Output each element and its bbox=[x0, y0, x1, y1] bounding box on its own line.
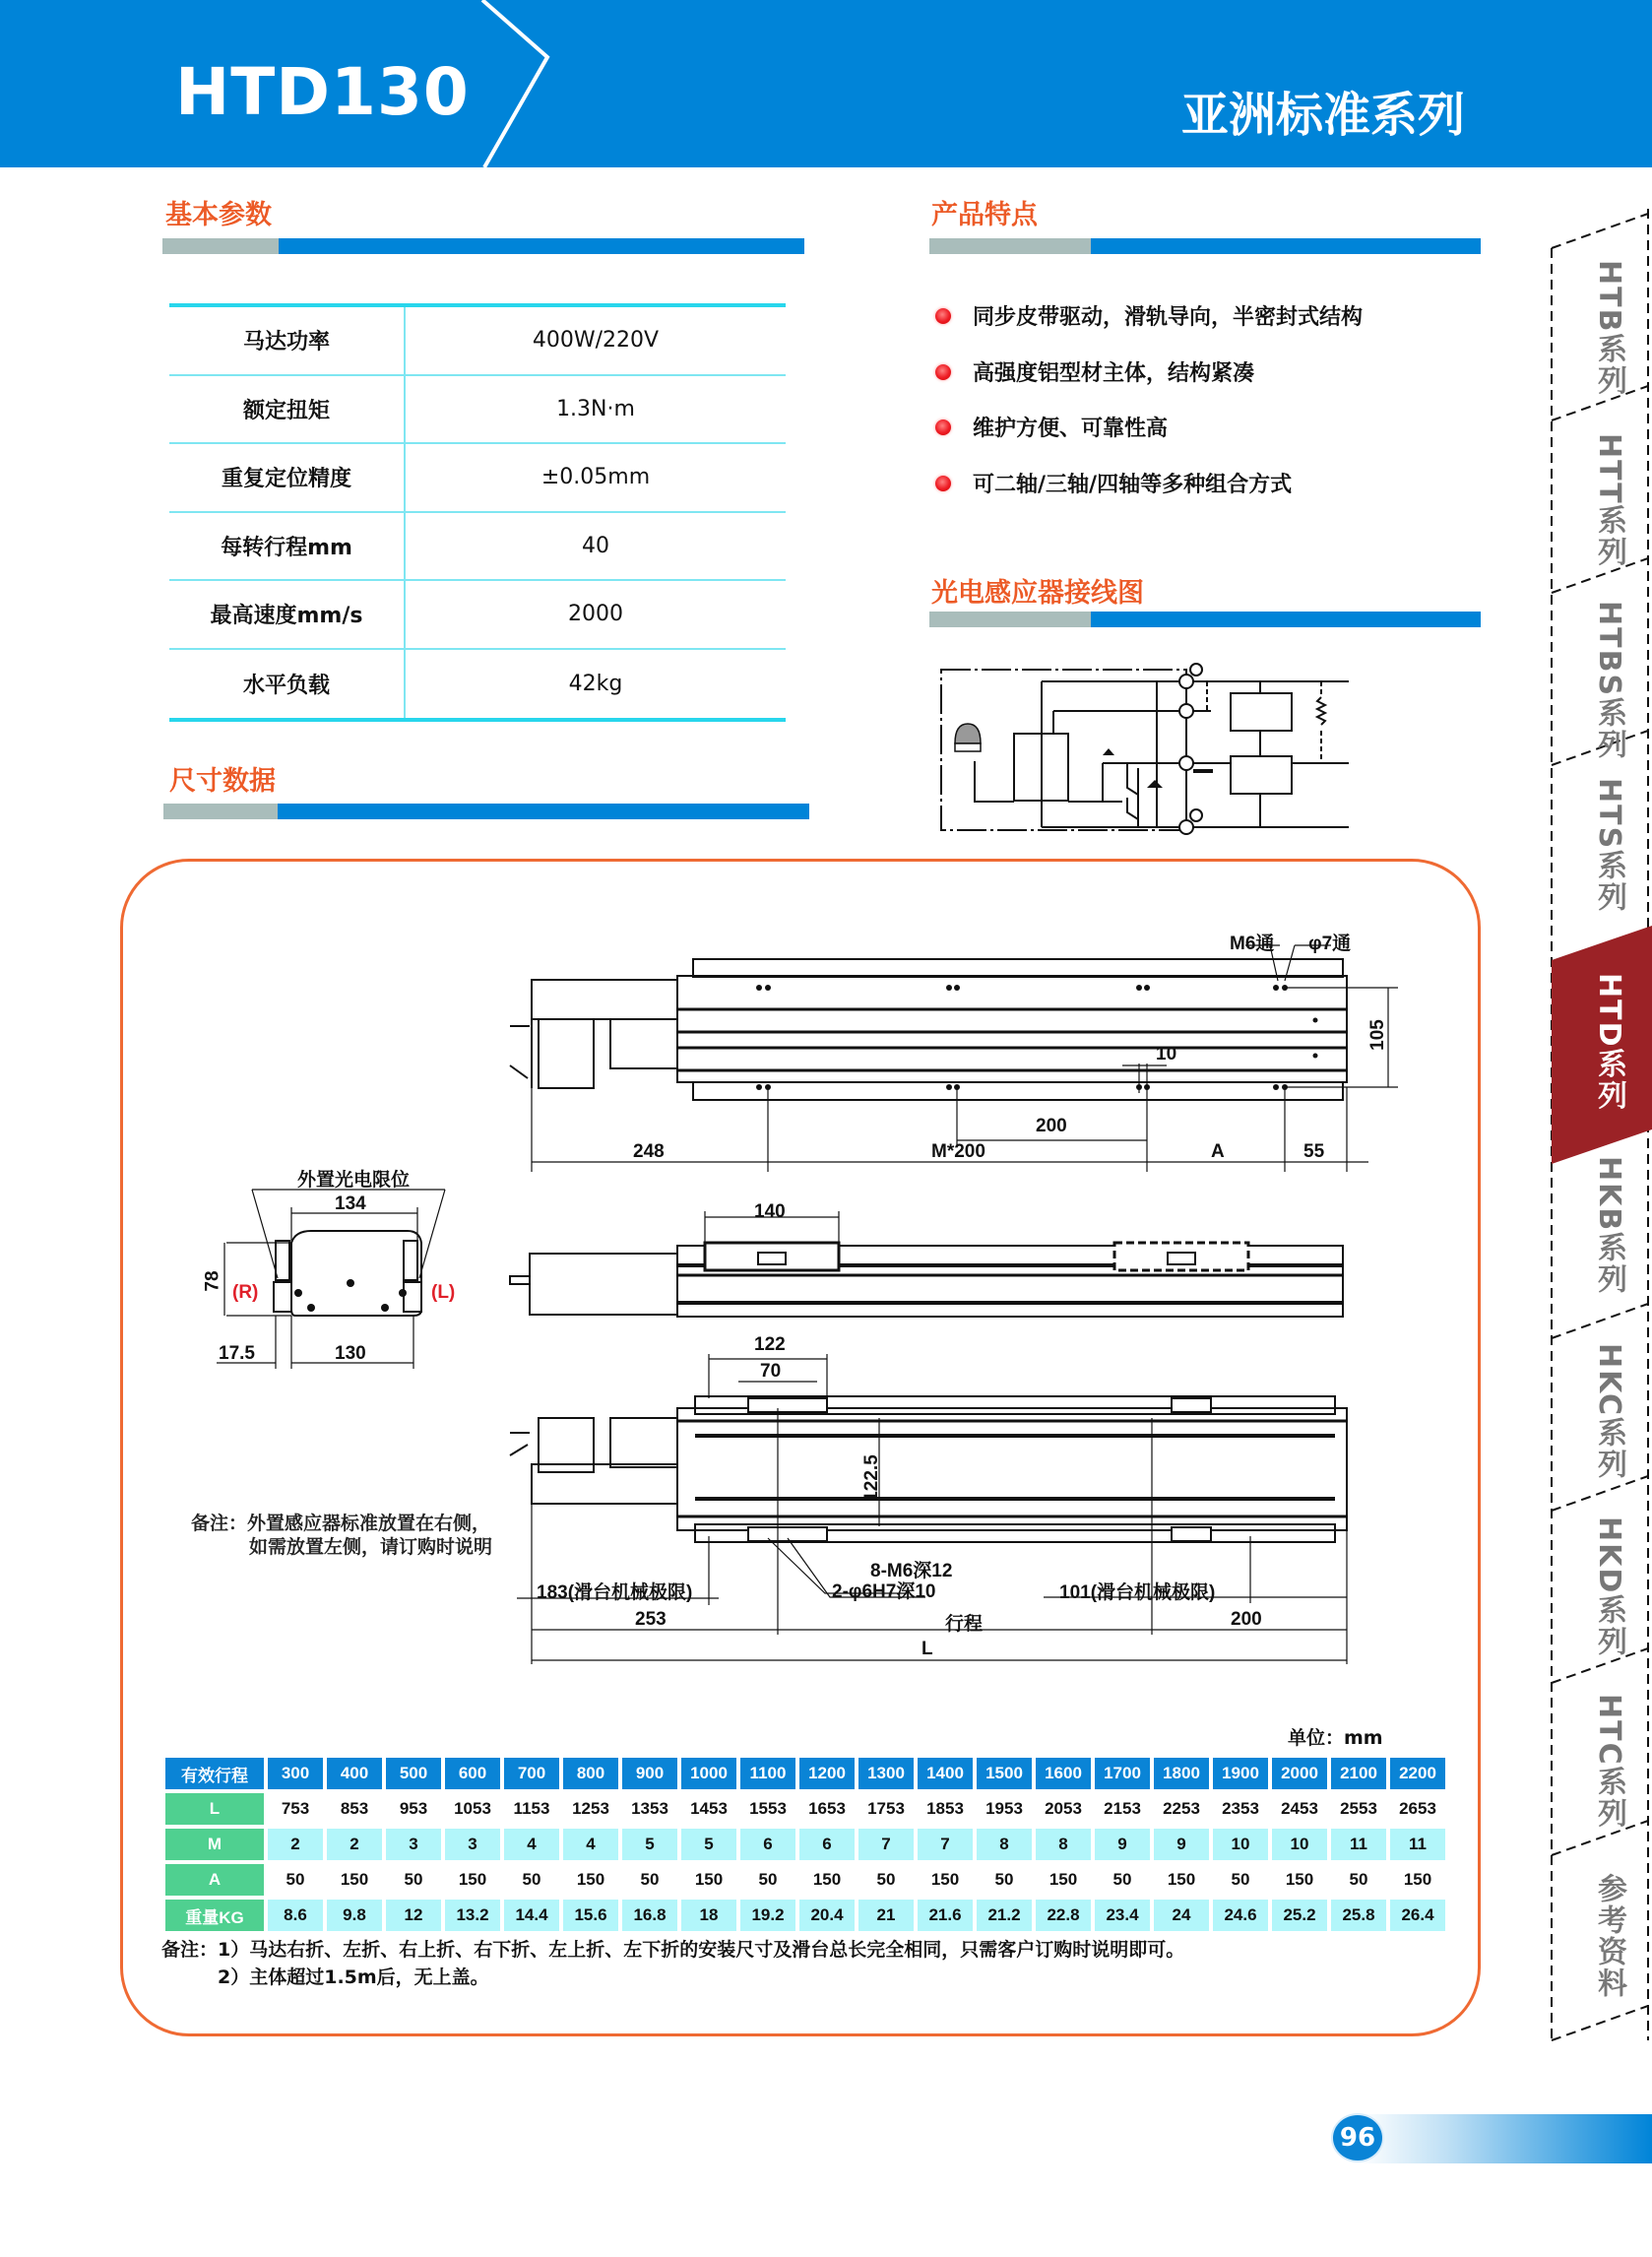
param-value: 40 bbox=[582, 533, 609, 558]
spec-stroke: 1800 bbox=[1154, 1758, 1209, 1789]
param-label: 额定扭矩 bbox=[169, 376, 406, 443]
spec-stroke: 2100 bbox=[1331, 1758, 1386, 1789]
spec-cell: 21.2 bbox=[977, 1900, 1032, 1931]
spec-cell: 150 bbox=[681, 1864, 736, 1896]
remark-2: 2）主体超过1.5m后，无上盖。 bbox=[218, 1967, 489, 1988]
spec-cell: 16.8 bbox=[622, 1900, 677, 1931]
dim-248: 248 bbox=[633, 1141, 665, 1162]
spec-table bbox=[161, 1754, 1449, 1935]
tab-htt[interactable]: HTT系列 bbox=[1592, 433, 1626, 568]
dim-140: 140 bbox=[754, 1201, 786, 1222]
spec-cell: 25.8 bbox=[1331, 1900, 1386, 1931]
spec-header-row bbox=[165, 1758, 1445, 1789]
sensor-label: 外置光电限位 bbox=[297, 1170, 411, 1191]
param-row bbox=[169, 307, 786, 376]
tab-hkc[interactable]: HKC系列 bbox=[1592, 1343, 1626, 1481]
spec-cell: 1553 bbox=[740, 1793, 795, 1825]
params-table bbox=[169, 303, 786, 722]
spec-cell: 150 bbox=[1390, 1864, 1445, 1896]
param-value: 2000 bbox=[568, 602, 623, 627]
model-title: HTD130 bbox=[175, 54, 470, 130]
spec-stroke: 700 bbox=[504, 1758, 559, 1789]
label-l: (L) bbox=[431, 1282, 456, 1303]
dim-122-5: 122.5 bbox=[860, 1454, 882, 1502]
label-limit-101: 101(滑台机械极限) bbox=[1059, 1582, 1216, 1603]
spec-cell: 6 bbox=[740, 1829, 795, 1860]
label-m6-deep: 8-M6深12 bbox=[870, 1561, 953, 1581]
label-phi6: 2-φ6H7深10 bbox=[832, 1581, 936, 1602]
spec-cell: 1653 bbox=[799, 1793, 855, 1825]
dim-phi7: φ7通 bbox=[1308, 934, 1352, 954]
spec-cell: 2553 bbox=[1331, 1793, 1386, 1825]
param-row bbox=[169, 513, 786, 582]
spec-cell: 24 bbox=[1154, 1900, 1209, 1931]
spec-cell: 18 bbox=[681, 1900, 736, 1931]
section-bar bbox=[162, 238, 804, 254]
remark-1: 备注：1）马达右折、左折、右上折、右下折、左上折、左下折的安装尺寸及滑台总长完全相同，只需客户订购时说明即可。 bbox=[161, 1939, 1185, 1961]
label-r: (R) bbox=[232, 1282, 259, 1303]
dim-10: 10 bbox=[1156, 1044, 1177, 1064]
dim-130: 130 bbox=[335, 1343, 366, 1364]
param-value: 42kg bbox=[568, 671, 623, 696]
spec-cell: 3 bbox=[386, 1829, 441, 1860]
spec-cell: 953 bbox=[386, 1793, 441, 1825]
spec-cell: 150 bbox=[918, 1864, 973, 1896]
bullet-icon bbox=[935, 476, 951, 491]
dim-m6: M6通 bbox=[1230, 934, 1275, 954]
spec-stroke: 300 bbox=[268, 1758, 323, 1789]
spec-cell: 7 bbox=[858, 1829, 914, 1860]
param-label: 马达功率 bbox=[169, 307, 406, 374]
tab-htd[interactable]: HTD系列 bbox=[1592, 973, 1626, 1112]
section-title-features: 产品特点 bbox=[931, 200, 1038, 230]
spec-cell: 2353 bbox=[1213, 1793, 1268, 1825]
tab-hts[interactable]: HTS系列 bbox=[1592, 778, 1626, 914]
feature-text: 高强度铝型材主体，结构紧凑 bbox=[973, 361, 1255, 386]
spec-cell: 23.4 bbox=[1095, 1900, 1150, 1931]
dim-a: A bbox=[1211, 1141, 1225, 1162]
page-footer-bar bbox=[1359, 2114, 1652, 2163]
spec-stroke: 1700 bbox=[1095, 1758, 1150, 1789]
spec-cell: 15.6 bbox=[563, 1900, 618, 1931]
dim-200-bottom: 200 bbox=[1231, 1609, 1262, 1630]
spec-cell: 1853 bbox=[918, 1793, 973, 1825]
spec-stroke: 500 bbox=[386, 1758, 441, 1789]
spec-stroke: 1400 bbox=[918, 1758, 973, 1789]
sensor-note-line1: 备注：外置感应器标准放置在右侧， bbox=[191, 1513, 491, 1534]
spec-stroke: 400 bbox=[327, 1758, 382, 1789]
param-label: 重复定位精度 bbox=[169, 444, 406, 511]
series-title: 亚洲标准系列 bbox=[1181, 88, 1466, 143]
spec-cell: 13.2 bbox=[445, 1900, 500, 1931]
spec-cell: 1153 bbox=[504, 1793, 559, 1825]
spec-cell: 20.4 bbox=[799, 1900, 855, 1931]
tab-htbs[interactable]: HTBS系列 bbox=[1592, 601, 1626, 761]
spec-cell: 11 bbox=[1390, 1829, 1445, 1860]
spec-stroke: 800 bbox=[563, 1758, 618, 1789]
spec-cell: 150 bbox=[445, 1864, 500, 1896]
dim-253: 253 bbox=[635, 1609, 667, 1630]
dim-m200: M*200 bbox=[931, 1141, 985, 1162]
spec-cell: 8.6 bbox=[268, 1900, 323, 1931]
spec-stroke: 1200 bbox=[799, 1758, 855, 1789]
param-row bbox=[169, 376, 786, 445]
bullet-icon bbox=[935, 364, 951, 380]
spec-cell: 150 bbox=[563, 1864, 618, 1896]
param-value: ±0.05mm bbox=[540, 465, 651, 490]
spec-cell: 2253 bbox=[1154, 1793, 1209, 1825]
param-label: 每转行程mm bbox=[169, 513, 406, 580]
spec-row bbox=[165, 1900, 1445, 1931]
spec-cell: 2153 bbox=[1095, 1793, 1150, 1825]
spec-cell: 5 bbox=[681, 1829, 736, 1860]
dim-122: 122 bbox=[754, 1334, 786, 1355]
spec-stroke: 1000 bbox=[681, 1758, 736, 1789]
sensor-note-line2: 如需放置左侧，请订购时说明 bbox=[249, 1536, 493, 1558]
tab-hkd[interactable]: HKD系列 bbox=[1592, 1516, 1626, 1658]
spec-cell: 50 bbox=[268, 1864, 323, 1896]
param-value: 400W/220V bbox=[532, 328, 660, 354]
spec-cell: 4 bbox=[563, 1829, 618, 1860]
spec-cell: 150 bbox=[1036, 1864, 1091, 1896]
spec-cell: 8 bbox=[1036, 1829, 1091, 1860]
spec-cell: 25.2 bbox=[1272, 1900, 1327, 1931]
param-value: 1.3N·m bbox=[556, 396, 635, 421]
param-row bbox=[169, 650, 786, 719]
tab-htc[interactable]: HTC系列 bbox=[1592, 1694, 1626, 1830]
spec-cell: 2053 bbox=[1036, 1793, 1091, 1825]
spec-cell: 50 bbox=[1095, 1864, 1150, 1896]
remarks bbox=[161, 1936, 1184, 1991]
section-bar bbox=[929, 238, 1481, 254]
spec-cell: 9 bbox=[1154, 1829, 1209, 1860]
spec-cell: 4 bbox=[504, 1829, 559, 1860]
spec-stroke: 2000 bbox=[1272, 1758, 1327, 1789]
label-total-length: L bbox=[921, 1639, 933, 1659]
section-bar bbox=[929, 612, 1481, 627]
spec-cell: 10 bbox=[1213, 1829, 1268, 1860]
label-limit-183: 183(滑台机械极限) bbox=[537, 1582, 693, 1603]
spec-row-label: M bbox=[165, 1829, 264, 1860]
spec-cell: 753 bbox=[268, 1793, 323, 1825]
feature-item bbox=[935, 412, 1168, 442]
spec-row-label: L bbox=[165, 1793, 264, 1825]
spec-cell: 1053 bbox=[445, 1793, 500, 1825]
spec-cell: 10 bbox=[1272, 1829, 1327, 1860]
feature-text: 维护方便、可靠性高 bbox=[973, 417, 1169, 441]
spec-cell: 22.8 bbox=[1036, 1900, 1091, 1931]
tab-hkb[interactable]: HKB系列 bbox=[1592, 1156, 1626, 1296]
spec-stroke: 1500 bbox=[977, 1758, 1032, 1789]
spec-cell: 853 bbox=[327, 1793, 382, 1825]
param-label: 水平负载 bbox=[169, 650, 406, 719]
spec-cell: 2 bbox=[268, 1829, 323, 1860]
spec-stroke: 900 bbox=[622, 1758, 677, 1789]
spec-stroke: 600 bbox=[445, 1758, 500, 1789]
spec-cell: 26.4 bbox=[1390, 1900, 1445, 1931]
spec-cell: 14.4 bbox=[504, 1900, 559, 1931]
spec-row bbox=[165, 1793, 1445, 1825]
dim-134: 134 bbox=[335, 1193, 366, 1214]
spec-cell: 1453 bbox=[681, 1793, 736, 1825]
spec-cell: 50 bbox=[858, 1864, 914, 1896]
page-number: 96 bbox=[1331, 2113, 1384, 2162]
spec-cell: 1353 bbox=[622, 1793, 677, 1825]
unit-label: 单位：mm bbox=[1288, 1727, 1383, 1749]
feature-text: 可二轴/三轴/四轴等多种组合方式 bbox=[973, 473, 1293, 497]
spec-cell: 19.2 bbox=[740, 1900, 795, 1931]
spec-header-label: 有效行程 bbox=[165, 1758, 264, 1789]
spec-cell: 2 bbox=[327, 1829, 382, 1860]
param-label: 最高速度mm/s bbox=[169, 581, 406, 648]
spec-cell: 50 bbox=[622, 1864, 677, 1896]
spec-row bbox=[165, 1829, 1445, 1860]
spec-stroke: 1100 bbox=[740, 1758, 795, 1789]
dim-17-5: 17.5 bbox=[219, 1343, 255, 1364]
spec-cell: 9 bbox=[1095, 1829, 1150, 1860]
dim-200-top: 200 bbox=[1036, 1116, 1067, 1136]
spec-cell: 2653 bbox=[1390, 1793, 1445, 1825]
spec-cell: 150 bbox=[327, 1864, 382, 1896]
feature-item bbox=[935, 468, 1292, 498]
wiring-diagram bbox=[935, 660, 1359, 837]
spec-cell: 50 bbox=[1331, 1864, 1386, 1896]
feature-item bbox=[935, 300, 1363, 331]
spec-cell: 50 bbox=[1213, 1864, 1268, 1896]
spec-cell: 50 bbox=[386, 1864, 441, 1896]
spec-cell: 150 bbox=[1272, 1864, 1327, 1896]
spec-stroke: 1600 bbox=[1036, 1758, 1091, 1789]
dim-78: 78 bbox=[202, 1270, 223, 1292]
param-row bbox=[169, 581, 786, 650]
bullet-icon bbox=[935, 308, 951, 324]
spec-row-label: A bbox=[165, 1864, 264, 1896]
section-title-params: 基本参数 bbox=[165, 200, 272, 230]
spec-cell: 7 bbox=[918, 1829, 973, 1860]
spec-stroke: 2200 bbox=[1390, 1758, 1445, 1789]
spec-cell: 50 bbox=[977, 1864, 1032, 1896]
label-stroke: 行程 bbox=[945, 1614, 984, 1635]
section-bar bbox=[163, 804, 809, 819]
section-title-wiring: 光电感应器接线图 bbox=[931, 578, 1144, 609]
spec-cell: 1953 bbox=[977, 1793, 1032, 1825]
spec-row-label: 重量KG bbox=[165, 1900, 264, 1931]
spec-cell: 150 bbox=[1154, 1864, 1209, 1896]
spec-cell: 5 bbox=[622, 1829, 677, 1860]
section-title-dims: 尺寸数据 bbox=[169, 766, 276, 797]
spec-cell: 50 bbox=[740, 1864, 795, 1896]
dim-70: 70 bbox=[760, 1361, 782, 1382]
side-nav bbox=[1546, 209, 1652, 2060]
spec-cell: 2453 bbox=[1272, 1793, 1327, 1825]
spec-cell: 3 bbox=[445, 1829, 500, 1860]
spec-cell: 6 bbox=[799, 1829, 855, 1860]
feature-text: 同步皮带驱动，滑轨导向，半密封式结构 bbox=[973, 305, 1364, 330]
spec-cell: 9.8 bbox=[327, 1900, 382, 1931]
dim-105: 105 bbox=[1366, 1019, 1388, 1051]
spec-cell: 8 bbox=[977, 1829, 1032, 1860]
spec-stroke: 1900 bbox=[1213, 1758, 1268, 1789]
spec-cell: 11 bbox=[1331, 1829, 1386, 1860]
dim-55: 55 bbox=[1303, 1141, 1325, 1162]
spec-cell: 1253 bbox=[563, 1793, 618, 1825]
spec-cell: 24.6 bbox=[1213, 1900, 1268, 1931]
spec-cell: 1753 bbox=[858, 1793, 914, 1825]
spec-row bbox=[165, 1864, 1445, 1896]
spec-cell: 21 bbox=[858, 1900, 914, 1931]
spec-cell: 12 bbox=[386, 1900, 441, 1931]
tab-htb[interactable]: HTB系列 bbox=[1592, 260, 1626, 397]
bullet-icon bbox=[935, 419, 951, 435]
spec-cell: 150 bbox=[799, 1864, 855, 1896]
tab-reference[interactable]: 参考资料 bbox=[1592, 1873, 1626, 1999]
spec-stroke: 1300 bbox=[858, 1758, 914, 1789]
feature-item bbox=[935, 356, 1254, 387]
spec-cell: 50 bbox=[504, 1864, 559, 1896]
spec-cell: 21.6 bbox=[918, 1900, 973, 1931]
param-row bbox=[169, 444, 786, 513]
